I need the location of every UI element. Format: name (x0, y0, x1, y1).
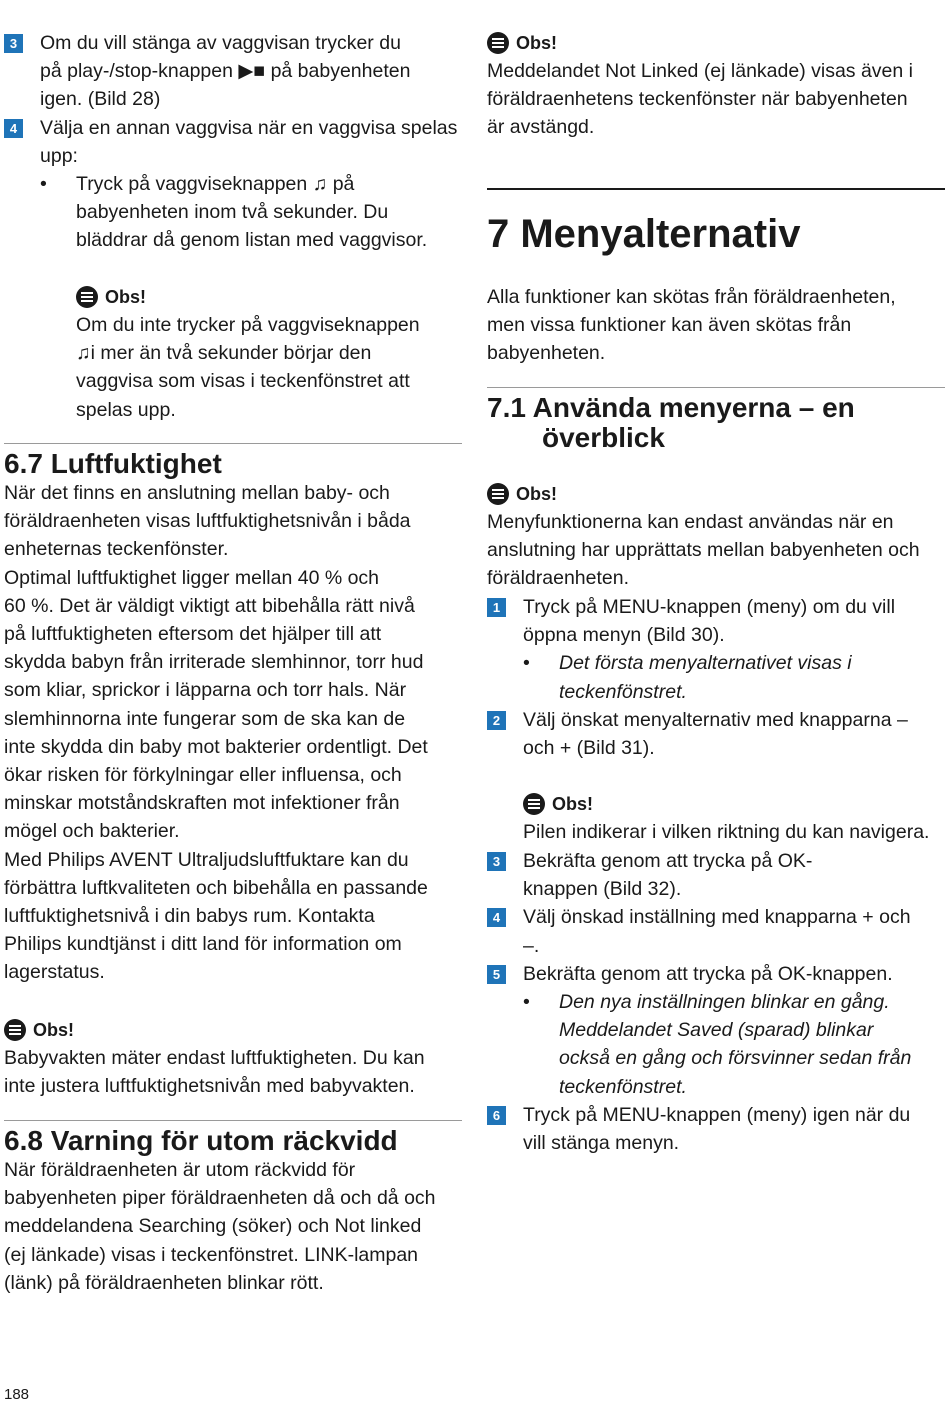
text-line: på luftfuktigheten eftersom det hjälper till att (4, 623, 382, 646)
text-line: igen. (Bild 28) (40, 88, 161, 111)
text-line: föräldraenhetens teckenfönster när babyenheten (487, 88, 908, 111)
section-title: 7.1 Använda menyerna – en (487, 392, 855, 423)
section-6-8 (4, 1126, 462, 1297)
step-number: 2 (487, 711, 506, 730)
text-line: babyenheten. (487, 342, 606, 365)
text-line: Den nya inställningen blinkar en gång. (559, 991, 890, 1014)
text-line: Välj önskad inställning med knapparna + och (523, 906, 911, 929)
step-3-left (4, 29, 462, 114)
text-line: öppna menyn (Bild 30). (523, 624, 725, 647)
text-line: teckenfönstret. (559, 1075, 687, 1098)
note-icon (487, 483, 509, 505)
bullet-icon: • (40, 173, 47, 196)
text-line: inte justera luftfuktighetsnivån med babyvakten. (4, 1075, 415, 1098)
step-number: 4 (487, 908, 506, 927)
step-5-right (487, 960, 945, 988)
step-number: 3 (487, 852, 506, 871)
text-line: ökar risken för förkylningar eller influensa, och (4, 764, 402, 787)
text-line: meddelandena Searching (söker) och Not linked (4, 1215, 422, 1238)
note-heading: Obs! (552, 794, 594, 814)
text-line: minskar motståndskraften mot infektioner från (4, 792, 400, 815)
text-line: föräldraenheten visas luftfuktighetsnivån i båda (4, 510, 411, 533)
section-divider (4, 1120, 462, 1121)
text-line: anslutning har upprättats mellan babyenheten och (487, 539, 920, 562)
text-line: Bekräfta genom att trycka på OK-knappen. (523, 962, 893, 985)
note-heading: Obs! (516, 33, 558, 53)
text-line: vaggvisa som visas i teckenfönstret att (76, 370, 410, 393)
bullet-item (523, 988, 945, 1101)
step-number: 6 (487, 1106, 506, 1125)
text-line: Tryck på MENU-knappen (meny) om du vill (523, 596, 896, 618)
text-line: Menyfunktionerna kan endast användas när en (487, 511, 894, 533)
step-3-right (487, 847, 945, 903)
section-title: 6.8 Varning för utom räckvidd (4, 1125, 398, 1156)
text-line: teckenfönstret. (559, 680, 687, 703)
section-7-1-title (487, 393, 945, 453)
text-line: på play-/stop-knappen ▶■ på babyenheten (40, 60, 411, 83)
note-icon (523, 793, 545, 815)
text-line: Meddelandet Not Linked (ej länkade) visas även i (487, 60, 914, 82)
text-line: är avstängd. (487, 116, 595, 139)
text-line: skydda babyn från irriterade slemhinnor, torr hud (4, 651, 424, 674)
text-line: Bekräfta genom att trycka på OK- (523, 850, 813, 872)
text-line: (ej länkade) visas i teckenfönstret. LINK-lampan (4, 1243, 419, 1266)
text-line: föräldraenheten. (487, 567, 630, 590)
section-title: 6.7 Luftfuktighet (4, 448, 222, 479)
text-line: Meddelandet Saved (sparad) blinkar (559, 1019, 874, 1042)
text-line: luftfuktighetsnivå i din babys rum. Kontakta (4, 905, 375, 928)
text-line: bläddrar då genom listan med vaggvisor. (76, 229, 428, 252)
text-line: (länk) på föräldraenheten blinkar rött. (4, 1271, 324, 1294)
note-heading: Obs! (105, 287, 147, 307)
step-6-right (487, 1101, 945, 1157)
note-icon (487, 32, 509, 54)
text-line: mögel och bakterier. (4, 820, 180, 843)
text-line: Om du inte trycker på vaggviseknappen (76, 314, 420, 336)
step-number: 5 (487, 965, 506, 984)
section-divider (487, 387, 945, 388)
note-not-linked (487, 29, 945, 142)
bullet-icon: • (523, 652, 530, 675)
text-line: enheternas teckenfönster. (4, 538, 229, 561)
note-heading: Obs! (516, 484, 558, 504)
text-line: Om du vill stänga av vaggvisan trycker du (40, 32, 401, 54)
chapter-divider (487, 188, 945, 190)
note-icon (76, 286, 98, 308)
note-icon (4, 1019, 26, 1041)
note-lullaby (76, 283, 462, 424)
text-line: men vissa funktioner kan även skötas från (487, 314, 852, 337)
text-line: Det första menyalternativet visas i (559, 652, 852, 675)
text-line: Tryck på MENU-knappen (meny) igen när du (523, 1103, 911, 1126)
step-number: 4 (4, 119, 23, 138)
step-2-right (487, 706, 945, 762)
chapter-title: 7 Menyalternativ (487, 212, 801, 256)
text-line: upp: (40, 144, 78, 167)
text-line: babyenheten piper föräldraenheten då och då och (4, 1187, 436, 1210)
page-number: 188 (4, 1386, 30, 1403)
text-line: –. (523, 934, 540, 957)
note-heading: Obs! (33, 1020, 75, 1040)
text-line: förbättra luftkvaliteten och bibehålla en passande (4, 876, 428, 899)
bullet-item (40, 170, 462, 255)
step-4-right (487, 903, 945, 959)
step-1-right (487, 593, 945, 649)
text-line: inte skydda din baby mot bakterier ordentligt. Det (4, 735, 428, 758)
bullet-item (523, 649, 945, 705)
text-line: som kliar, sprickor i läpparna och torr hals. När (4, 679, 407, 702)
text-line: och + (Bild 31). (523, 737, 655, 760)
text-line: Med Philips AVENT Ultraljudsluftfuktare kan du (4, 848, 409, 871)
text-line: Tryck på vaggviseknappen ♫ på (76, 173, 355, 196)
step-4-left (4, 114, 462, 170)
section-6-7 (4, 449, 462, 987)
note-menu (487, 480, 945, 593)
text-line: Babyvakten mäter endast luftfuktigheten. Du kan (4, 1047, 425, 1069)
text-line: Alla funktioner kan skötas från föräldraenheten, (487, 286, 896, 308)
section-divider (4, 443, 462, 444)
text-line: ♫i mer än två sekunder börjar den (76, 342, 372, 365)
text-line: Välja en annan vaggvisa när en vaggvisa spelas (40, 116, 458, 139)
bullet-icon: • (523, 991, 530, 1014)
text-line: lagerstatus. (4, 961, 105, 984)
section-title: överblick (542, 422, 665, 453)
step-number: 1 (487, 598, 506, 617)
text-line: också en gång och försvinner sedan från (559, 1047, 912, 1070)
text-line: När föräldraenheten är utom räckvidd för (4, 1159, 356, 1181)
text-line: Optimal luftfuktighet ligger mellan 40 % och (4, 566, 380, 589)
text-line: Philips kundtjänst i ditt land för information om (4, 933, 402, 956)
text-line: slemhinnorna inte fungerar som de ska kan de (4, 707, 406, 730)
text-line: knappen (Bild 32). (523, 878, 682, 901)
text-line: vill stänga menyn. (523, 1132, 680, 1155)
text-line: babyenheten inom två sekunder. Du (76, 201, 389, 224)
note-navigation (523, 790, 950, 846)
text-line: Pilen indikerar i vilken riktning du kan navigera. (523, 821, 930, 843)
text-line: 60 %. Det är väldigt viktigt att bibehålla rätt nivå (4, 594, 415, 617)
text-line: spelas upp. (76, 398, 176, 421)
text-line: När det finns en anslutning mellan baby- och (4, 482, 390, 504)
step-number: 3 (4, 34, 23, 53)
text-line: Välj önskat menyalternativ med knapparna – (523, 708, 908, 731)
note-humidity (4, 1016, 462, 1100)
chapter-intro (487, 283, 945, 368)
